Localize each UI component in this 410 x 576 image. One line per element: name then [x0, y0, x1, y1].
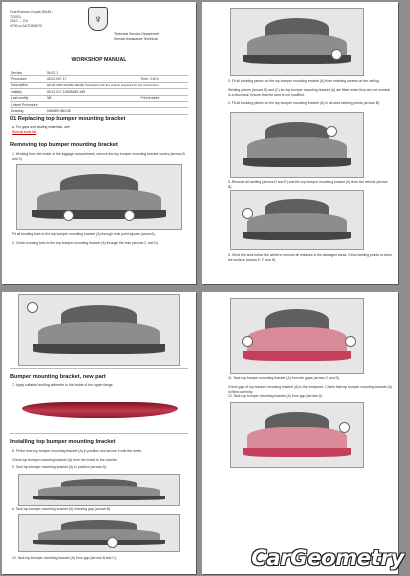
table-row: Description (M145-0845-2D00B-4804B): Substitute with the vehicle prepared for the intervention [10, 82, 188, 88]
step-3-photo [230, 8, 364, 76]
callout-marker [242, 208, 253, 219]
step-9: 9. Tack top bumper mounting bracket (A) to position (arrows A). [12, 465, 107, 469]
step-1: 1. Working from the inside of the luggage compartment, remove the top bumper mounting bracket covers (arrows B and C). [12, 152, 185, 161]
step-6: 6. Grind the area below the welds to remove all residues in the damaged areas. Grind welding points to clean the surface (arrows E, F and H). [228, 253, 392, 262]
step-10: 10. Tack top bumper mounting bracket (A) from gap (arrows B and C). [12, 556, 117, 560]
manual-page-4 [202, 292, 398, 574]
step-5: 5. Remove all welding (arrows D and E) and the top bumper mounting bracket (A) from the vehicle (arrows B). [228, 180, 388, 189]
site-watermark: CarGeometry [251, 546, 404, 570]
callout-marker [345, 336, 356, 347]
step-a: a. Tack top bumper mounting bracket (A) ensuring gap (arrows B). [12, 507, 112, 511]
removing-title: Removing top bumper mounting bracket [10, 142, 118, 148]
new-part-illustration [22, 392, 178, 428]
step-2: 2. Clinch bonding bars to the top bumper mounting bracket (A) through the hole (arrows C and D). [12, 241, 159, 245]
step-5-photo [230, 190, 364, 250]
step-12: 12. Tack top bumper mounting bracket (A) from gap (arrows D). [228, 394, 324, 398]
manual-page-2 [202, 2, 398, 284]
callout-marker [242, 336, 253, 347]
step-12-photo [230, 402, 364, 468]
step-11: 11. Tack top bumper mounting bracket (A) from the gaps (arrows C and D). [228, 376, 341, 380]
table-row: Procedure 05.02.007.17 Time: 0.40 h [10, 76, 188, 82]
table-row: Last modify 3/8 Print fixtures [10, 95, 188, 101]
step-a: Fit all bonding bars to the top bumper mounting bracket (A) through hole point square (arrow A). [12, 232, 156, 236]
step-10-photo [230, 298, 364, 374]
callout-marker [27, 302, 38, 313]
procedure-meta-table [10, 70, 188, 115]
note-11: Check gap of top bumper mounting bracket (A) to the bodywork. Check that top bumper mounting bracket (A) is fitted correctly. [228, 385, 392, 394]
header-line: Technical Service Department [114, 32, 160, 36]
installing-title: Installing top bumper mounting bracket [10, 439, 116, 445]
trident-logo-icon: ♆ [88, 7, 108, 31]
step-3: 3. Fit all bonding pieces on the top bumper mounting bracket (A) from retaining screws on the ceiling. [228, 79, 380, 83]
header-line: GranTurismo Coupé (M145 - [10, 10, 54, 14]
header-line: 4700 cc AUTOMATIC [10, 23, 43, 28]
manual-page-3 [2, 292, 196, 574]
callout-marker [326, 126, 337, 137]
callout-marker [107, 537, 118, 548]
step-8: 8. Fit the new top bumper mounting bracket (A) in position and secure it with the rivets. [12, 449, 143, 453]
header-line: Service Assistance Technical [114, 36, 158, 41]
table-row: Linked Procedure [10, 101, 188, 107]
divider [10, 368, 188, 369]
table-row: Drawing 0460857480.NE [10, 108, 188, 114]
note-8: Check top bumper mounting bracket (A) from the inside to the outside. [12, 458, 118, 462]
callout-marker [63, 210, 74, 221]
step-9-photo [18, 474, 180, 506]
step-6-photo [18, 294, 180, 366]
table-row: Section 05.02.1 [10, 70, 188, 76]
divider [10, 433, 188, 434]
step-4-photo [230, 112, 364, 178]
section-title: 01 Replacing top bumper mounting bracket [10, 116, 126, 122]
step-1-photo [16, 164, 182, 230]
header-line: TOOS) [10, 14, 21, 19]
table-row: Validity 05.12.017.1450B480-185 [10, 89, 188, 95]
step-7: 7. Apply suitable bonding adhesive to the inside of the upper flange. [12, 383, 114, 387]
step-a-photo [18, 514, 180, 552]
bumper-bracket-part [22, 402, 178, 418]
callout-marker [339, 422, 350, 433]
special-tools-link[interactable]: Special tools list [12, 130, 37, 134]
callout-marker [331, 49, 342, 60]
note-3: Welding pieces (arrows B) and (C) for top bumper mounting bracket (A) are fitted when they are not nominal in a structural. Ensure that the area is not modified. [228, 88, 391, 97]
tools-line: a. For gaps and sealing materials, see: [12, 125, 71, 129]
department-header [114, 32, 192, 41]
new-part-title: Bumper mounting bracket, new part [10, 374, 106, 380]
step-4: 4. Fit all bonding pieces on the top bumper mounting bracket (A) in all area welding points (arrows B). [228, 101, 381, 105]
doc-title: WORKSHOP MANUAL [71, 57, 127, 63]
callout-marker [124, 210, 135, 221]
header-line: 2010 - ...EU [10, 19, 29, 24]
manual-page-1 [2, 2, 196, 284]
vehicle-header [10, 10, 80, 28]
